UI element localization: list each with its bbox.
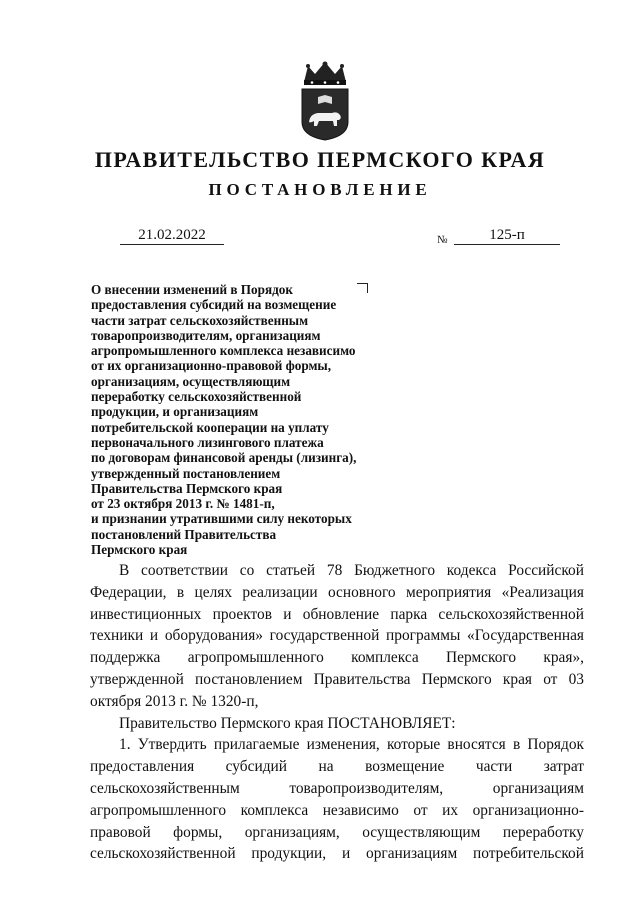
resolution-paragraph: Правительство Пермского края ПОСТАНОВЛЯЕТ: [119,714,456,732]
coat-of-arms-icon [296,60,354,142]
government-title: ПРАВИТЕЛЬСТВО ПЕРМСКОГО КРАЯ [94,147,546,172]
preamble-paragraph: В соответствии со статьей 78 Бюджетного кодекса Российской Федерации, в целях реализации основного мероприятия «Реализация инвестиционных проектов и обновление парка сельскохозяйственной техники и оборудования» государственной программы «Государственная поддержка агропромышленного комплекса Пермского края», утвержденной постановлением Правительства Пермского края от 03 октября 2013 г. № 1320-п, [90,562,584,710]
document-body [90,560,584,865]
clause-1-paragraph: 1. Утвердить прилагаемые изменения, которые вносятся в Порядок предоставления субсидий на возмещение части затрат сельскохозяйственным товаропроизводителям, организациям агропромышленного комплекса независимо от их организационно-правовой формы, организациям, осуществляющим переработку сельскохозяйственной продукции, и организациям потребительской [90,736,584,863]
document-number: 125-п [454,226,560,245]
number-sign: № [437,234,448,246]
document-type: ПОСТАНОВЛЕНИЕ [208,180,432,199]
document-date: 21.02.2022 [120,226,224,245]
document-subject: О внесении изменений в Порядок предоставления субсидий на возмещение части затрат сельскохозяйственным товаропроизводителям, организациям агропромышленного комплекса независимо от их организационно-правовой формы, организациям, осуществляющим переработку сельскохозяйственной продукции, и организациям потребительской кооперации на уплату первоначального лизингового платежа по договорам финансовой аренды (лизинга), утвержденный постановлением Правительства Пермского края от 23 октября 2013 г. № 1481-п, и признании утратившими силу некоторых постановлений Правительства Пермского края [91,282,357,558]
